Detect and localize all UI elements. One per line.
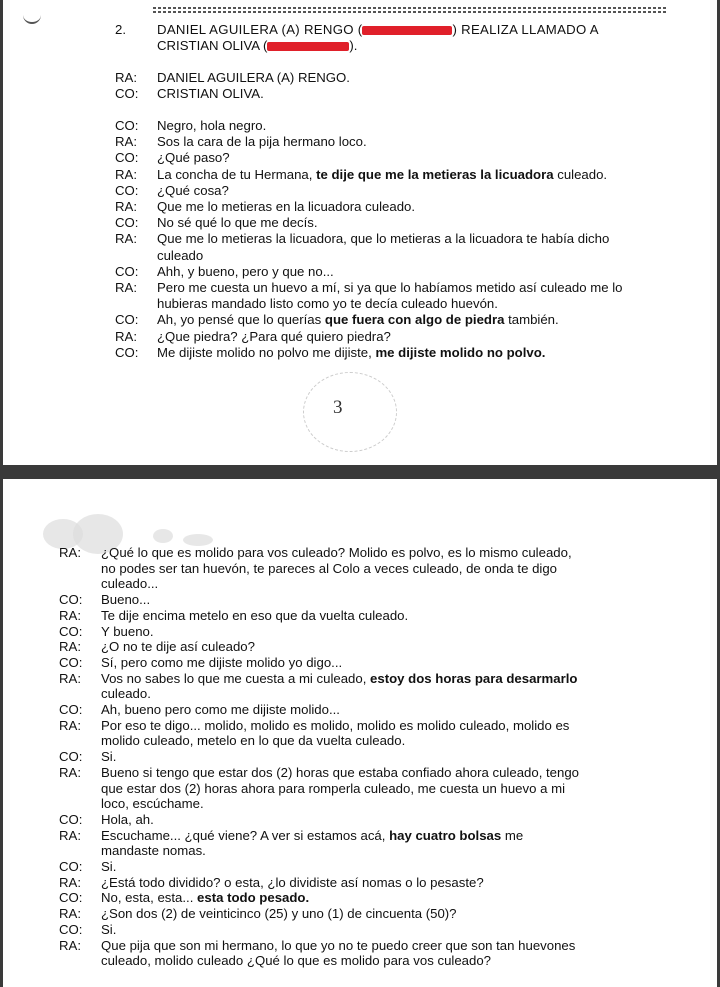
transcript-text: ¿Qué lo que es molido para vos culeado? Molido es polvo, es lo mismo culeado, xyxy=(101,545,572,560)
heading-text: CRISTIAN OLIVA ( xyxy=(157,38,268,53)
redaction-mark xyxy=(362,26,452,35)
speaker-code: CO: xyxy=(59,654,83,670)
transcript-bold-text: estoy dos horas para desarmarlo xyxy=(370,670,578,686)
transcript-text-part: me xyxy=(501,827,524,843)
transcript-text: Que pija que son mi hermano, lo que yo no te puedo creer que son tan huevones xyxy=(101,937,576,953)
transcript-text: Ah, bueno pero como me dijiste molido... xyxy=(101,702,340,717)
speaker-code: RA: xyxy=(59,607,81,623)
speaker-code: CO: xyxy=(59,859,83,874)
heading-text: DANIEL AGUILERA (A) RENGO ( xyxy=(157,22,363,37)
speaker-code: CO: xyxy=(115,215,139,231)
transcript-text: Bueno si tengo que estar dos (2) horas que estaba confiado ahora culeado, tengo xyxy=(101,764,580,780)
transcript-text: Sos la cara de la pija hermano loco. xyxy=(157,134,367,150)
participant-name: CRISTIAN OLIVA. xyxy=(157,86,264,101)
speaker-code: CO: xyxy=(59,592,83,608)
participant-name: DANIEL AGUILERA (A) RENGO. xyxy=(157,70,350,85)
transcript-text: ¿Está todo dividido? o esta, ¿lo dividiste así nomas o lo pesaste? xyxy=(101,874,484,890)
transcript-text: culeado. xyxy=(101,686,151,702)
speaker-code: CO: xyxy=(115,86,139,101)
speaker-code: CO: xyxy=(59,921,83,937)
transcript-text: Si. xyxy=(101,749,117,765)
transcript-text: Bueno... xyxy=(101,592,151,608)
ink-blot xyxy=(153,529,173,543)
transcript-text: Por eso te digo... molido, molido es molido, molido es molido culeado, molido es xyxy=(101,717,570,733)
speaker-code: RA: xyxy=(115,134,137,150)
speaker-code: RA: xyxy=(59,670,81,686)
transcript-bold-text: hay cuatro bolsas xyxy=(389,827,502,843)
transcript-text: no podes ser tan huevón, te pareces al Colo a veces culeado, de onda te digo xyxy=(101,560,558,576)
speaker-code: CO: xyxy=(59,890,83,906)
page-number: 3 xyxy=(333,397,343,418)
transcript-text: Sí, pero como me dijiste molido yo digo... xyxy=(101,654,343,670)
speaker-code: CO: xyxy=(59,811,83,827)
transcript-text: loco, escúchame. xyxy=(101,796,204,812)
transcript-text xyxy=(101,671,577,686)
speaker-code: CO: xyxy=(59,623,83,639)
transcript-page-2 xyxy=(3,479,717,987)
transcript-text: ¿Son dos (2) de veinticinco (25) y uno (1) de cincuenta (50)? xyxy=(101,906,457,922)
official-stamp xyxy=(303,372,397,452)
transcript-text-part: también. xyxy=(504,312,559,328)
transcript-bold-text: que fuera con algo de piedra xyxy=(324,312,505,328)
separator-rule xyxy=(153,11,668,13)
speaker-code: RA: xyxy=(59,874,81,890)
transcript-text: culeado, molido culeado ¿Qué lo que es molido para vos culeado? xyxy=(101,953,492,969)
speaker-code: RA: xyxy=(59,827,81,843)
speaker-code: RA: xyxy=(115,70,137,85)
transcript-text-part: Ah, yo pensé que lo querías xyxy=(157,312,325,328)
transcript-text xyxy=(157,312,559,327)
transcript-text-part: No, esta, esta... xyxy=(101,890,198,906)
call-heading-line2 xyxy=(157,38,357,53)
transcript-text: ¿Que piedra? ¿Para qué quiero piedra? xyxy=(157,328,391,344)
transcript-text: molido culeado, metelo en lo que da vuelta culeado. xyxy=(101,733,406,749)
transcript-text: ¿Qué paso? xyxy=(157,150,230,166)
speaker-code: CO: xyxy=(115,118,139,133)
transcript-text: Negro, hola negro. xyxy=(157,118,267,133)
transcript-text: ¿O no te dije así culeado? xyxy=(101,639,255,655)
speaker-code: RA: xyxy=(115,328,137,344)
transcript-text-part: Me dijiste molido no polvo me dijiste, xyxy=(157,344,376,360)
speaker-code: RA: xyxy=(115,199,137,214)
transcript-text: mandaste nomas. xyxy=(101,843,206,859)
speaker-code: RA: xyxy=(59,937,81,953)
speaker-code: CO: xyxy=(115,312,139,328)
heading-text: ). xyxy=(349,38,358,53)
transcript-text: Que me lo metieras la licuadora, que lo metieras a la licuadora te había dicho xyxy=(157,231,610,247)
speaker-code: CO: xyxy=(115,150,139,166)
transcript-text xyxy=(101,890,309,905)
speaker-code: CO: xyxy=(115,263,139,279)
transcript-text xyxy=(101,828,523,843)
transcript-text: Y bueno. xyxy=(101,623,154,639)
transcript-text: Que me lo metieras en la licuadora culeado. xyxy=(157,199,416,214)
transcript-text: culeado xyxy=(157,247,204,263)
transcript-page-1 xyxy=(3,0,717,465)
item-number: 2. xyxy=(115,22,126,37)
transcript-text: Si. xyxy=(101,859,117,874)
transcript-text: culeado... xyxy=(101,576,159,592)
transcript-text-part: Vos no sabes lo que me cuesta a mi culeado, xyxy=(101,670,371,686)
speaker-code: RA: xyxy=(59,545,81,560)
transcript-text: que estar dos (2) horas ahora para romperla culeado, me cuesta un huevo a mi xyxy=(101,780,566,796)
transcript-text: No sé qué lo que me decís. xyxy=(157,215,318,231)
transcript-text: ¿Qué cosa? xyxy=(157,182,229,198)
separator-rule xyxy=(153,7,668,9)
transcript-text: hubieras mandado listo como yo te decía culeado huevón. xyxy=(157,296,498,312)
speaker-code: CO: xyxy=(115,182,139,198)
redaction-mark xyxy=(267,42,349,51)
speaker-code: RA: xyxy=(59,717,81,733)
heading-text: ) REALIZA LLAMADO A xyxy=(452,22,599,37)
speaker-code: RA: xyxy=(115,231,137,247)
transcript-bold-text: me dijiste molido no polvo. xyxy=(375,344,546,360)
transcript-text: Ahh, y bueno, pero y que no... xyxy=(157,263,334,279)
transcript-text xyxy=(157,345,545,360)
transcript-bold-text: te dije que me la metieras la licuadora xyxy=(316,166,554,182)
transcript-text-part: culeado. xyxy=(553,166,608,182)
speaker-code: RA: xyxy=(59,764,81,780)
speaker-code: RA: xyxy=(59,639,81,655)
speaker-code: CO: xyxy=(59,749,83,765)
speaker-code: RA: xyxy=(59,906,81,922)
transcript-text: Hola, ah. xyxy=(101,811,154,827)
transcript-text: Te dije encima metelo en eso que da vuelta culeado. xyxy=(101,607,409,623)
speaker-code: RA: xyxy=(115,166,137,182)
transcript-text-part: La concha de tu Hermana, xyxy=(157,166,317,182)
speaker-code: CO: xyxy=(59,702,83,717)
call-heading xyxy=(115,22,599,37)
transcript-text-part: Escuchame... ¿qué viene? A ver si estamos acá, xyxy=(101,827,390,843)
corner-mark xyxy=(23,14,41,24)
transcript-text: Pero me cuesta un huevo a mí, si ya que lo habíamos metido así culeado me lo xyxy=(157,280,623,295)
transcript-text: Si. xyxy=(101,921,117,937)
transcript-bold-text: esta todo pesado. xyxy=(197,890,310,906)
speaker-code: RA: xyxy=(115,280,137,295)
transcript-text xyxy=(157,167,607,182)
speaker-code: CO: xyxy=(115,344,139,360)
